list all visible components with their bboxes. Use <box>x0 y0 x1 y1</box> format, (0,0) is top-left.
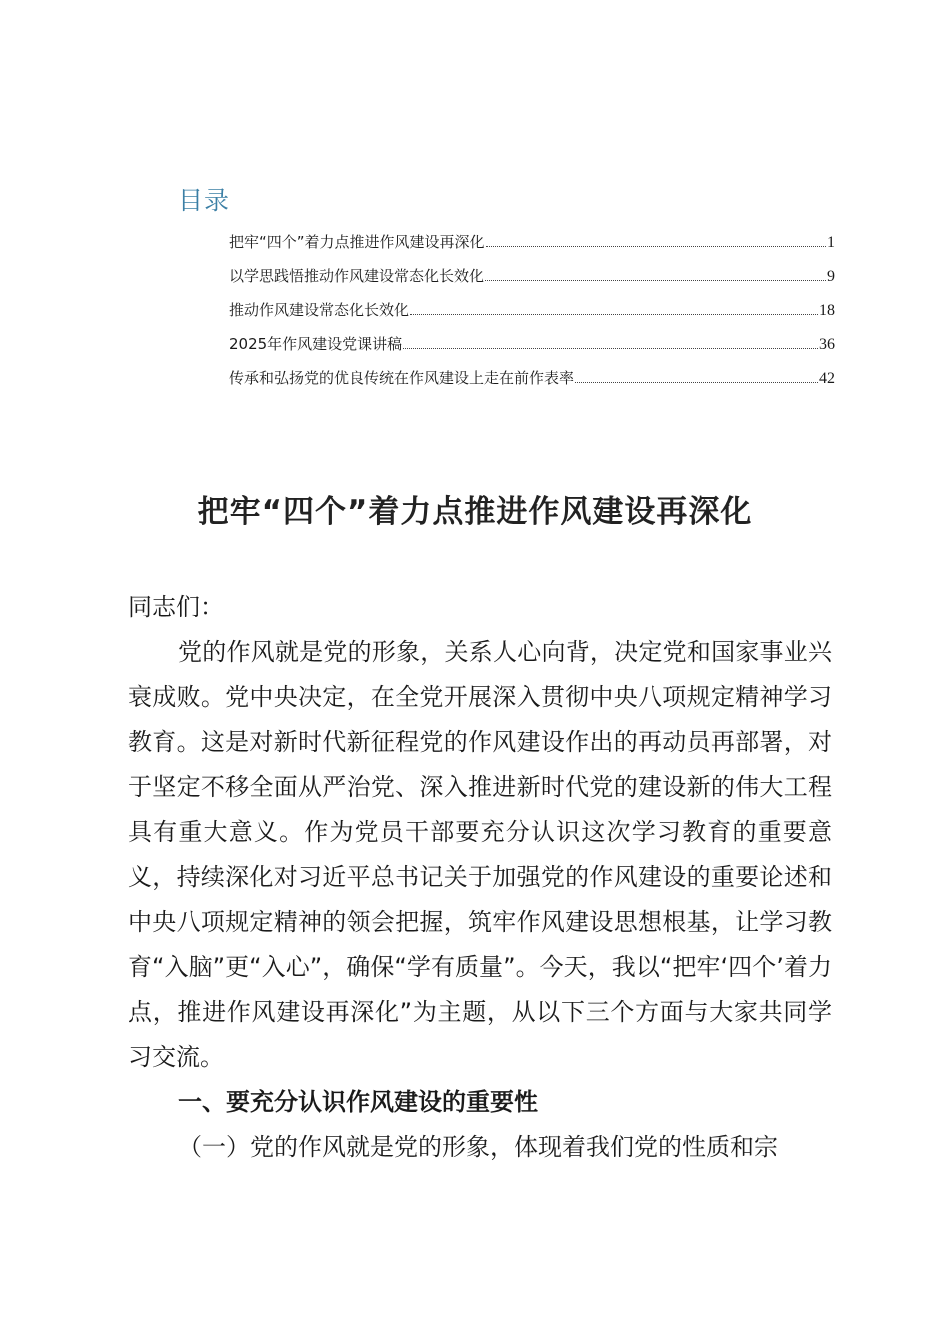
toc-entry-page: 18 <box>819 302 835 319</box>
toc-entry-title: 2025年作风建设党课讲稿 <box>229 335 403 353</box>
toc-entry-title: 传承和弘扬党的优良传统在作风建设上走在前作表率 <box>229 369 575 387</box>
toc-entry-page: 1 <box>827 234 835 251</box>
toc-leader-dots <box>403 347 818 349</box>
toc-entry-title: 把牢“四个”着力点推进作风建设再深化 <box>229 233 485 251</box>
section-heading: 一、要充分认识作风建设的重要性 <box>178 1088 538 1116</box>
toc-entry-page: 42 <box>819 370 835 387</box>
document-body <box>128 585 832 1170</box>
toc-entry-page: 36 <box>819 336 835 353</box>
toc-entry[interactable] <box>229 364 835 398</box>
toc-leader-dots <box>575 381 818 383</box>
body-paragraph: 党的作风就是党的形象，关系人心向背，决定党和国家事业兴衰成败。党中央决定，在全党开展深入贯彻中央八项规定精神学习教育。这是对新时代新征程党的作风建设作出的再动员再部署，对于坚定不移全面从严治党、深入推进新时代党的建设新的伟大工程具有重大意义。作为党员干部要充分认识这次学习教育的重要意义，持续深化对习近平总书记关于加强党的作风建设的重要论述和中央八项规定精神的领会把握，筑牢作风建设思想根基，让学习教育“入脑”更“入心”，确保“学有质量”。今天，我以“把牢‘四个’着力点，推进作风建设再深化”为主题，从以下三个方面与大家共同学习交流。 <box>128 638 832 1071</box>
document-title: 把牢“四个”着力点推进作风建设再深化 <box>197 494 753 530</box>
toc-entry[interactable] <box>229 262 835 296</box>
table-of-contents <box>229 228 835 398</box>
toc-entry[interactable] <box>229 296 835 330</box>
toc-leader-dots <box>485 279 826 281</box>
subsection-paragraph: （一）党的作风就是党的形象，体现着我们党的性质和宗 <box>178 1133 778 1161</box>
toc-entry[interactable] <box>229 228 835 262</box>
toc-entry[interactable] <box>229 330 835 364</box>
toc-entry-title: 推动作风建设常态化长效化 <box>229 301 410 319</box>
toc-leader-dots <box>486 245 826 247</box>
toc-entry-title: 以学思践悟推动作风建设常态化长效化 <box>229 267 485 285</box>
toc-leader-dots <box>410 313 818 315</box>
salutation: 同志们： <box>128 593 224 621</box>
toc-entry-page: 9 <box>827 268 835 285</box>
toc-heading: 目录 <box>178 186 231 215</box>
